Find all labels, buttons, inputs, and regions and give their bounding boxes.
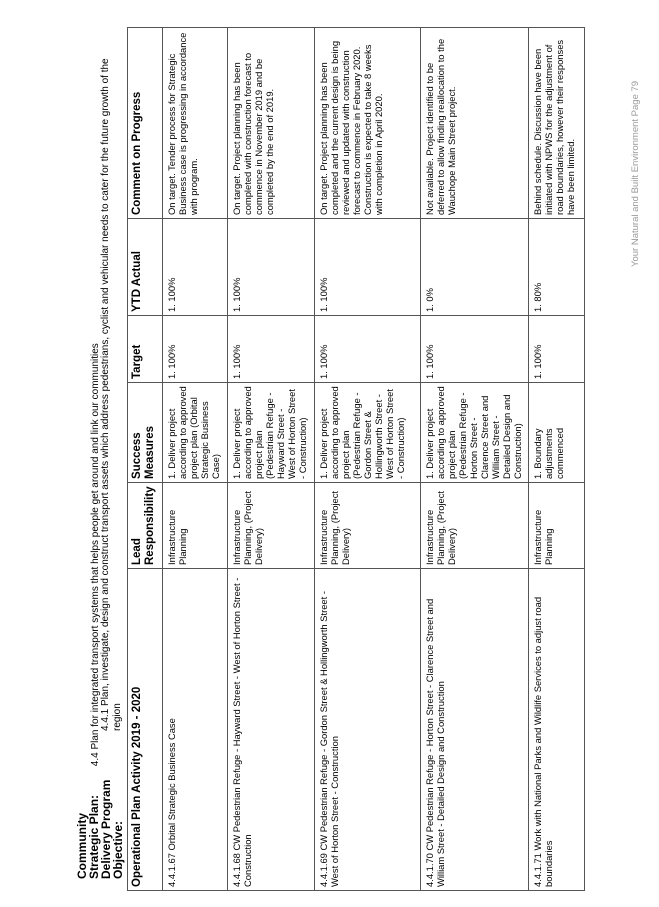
cell-activity: 4.4.1.67 Orbital Strategic Business Case	[163, 569, 228, 891]
cell-lead: Infrastructure Planning, (Project Delivery)	[421, 483, 529, 569]
cell-lead: Infrastructure Planning, (Project Delivery)	[315, 483, 421, 569]
delivery-program-objective-label: Delivery Program Objective:	[99, 779, 125, 879]
cell-lead: Infrastructure Planning, (Project Delivery)	[228, 483, 315, 569]
column-header-target: Target	[128, 316, 163, 383]
cell-activity: 4.4.1.68 CW Pedestrian Refuge - Hayward Street - West of Horton Street - Construction	[228, 569, 315, 891]
column-header-ytd: YTD Actual	[128, 219, 163, 316]
cell-comment: On target. Project planning has been completed and the current design is being reviewed and updated with construction forecast to commence in February 2020. Construction is expected to take 8 weeks with completion in April 2020.	[315, 28, 421, 219]
column-header-activity: Operational Plan Activity 2019 - 2020	[128, 569, 163, 891]
cell-activity: 4.4.1.70 CW Pedestrian Refuge - Horton Street - Clarence Street and William Street - Detailed Design and Construction	[421, 569, 529, 891]
cell-comment: Not available. Project identified to be deferred to allow finding reallocation to the Wauchope Main Street project.	[421, 28, 529, 219]
cell-target: 1. 100%	[421, 316, 529, 383]
table-row	[529, 28, 585, 891]
cell-measures: 1. Deliver project according to approved project plan (Orbital Strategic Business Case)	[163, 383, 228, 483]
cell-measures: 1. Deliver project according to approved project plan (Pedestrian Refuge - Hayward Street - West of Horton Street - Construction)	[228, 383, 315, 483]
cell-comment: On target. Tender process for Strategic Business case is progressing in accordance with program.	[163, 28, 228, 219]
cell-target: 1. 100%	[228, 316, 315, 383]
community-strategic-plan-line	[76, 30, 102, 879]
column-header-lead: Lead Responsibility	[128, 483, 163, 569]
cell-target: 1. 100%	[315, 316, 421, 383]
community-strategic-plan-value: 4.4 Plan for integrated transport systems that helps people get around and link our communities	[90, 343, 101, 767]
cell-ytd: 1. 100%	[228, 219, 315, 316]
cell-measures: 1. Boundary adjustments commenced	[529, 383, 585, 483]
table-row	[421, 28, 529, 891]
cell-target: 1. 100%	[163, 316, 228, 383]
table-row	[228, 28, 315, 891]
delivery-program-objective-line	[100, 30, 124, 879]
column-header-comment: Comment on Progress	[128, 28, 163, 219]
cell-ytd: 1. 100%	[163, 219, 228, 316]
cell-lead: Infrastructure Planning	[529, 483, 585, 569]
operational-plan-table	[127, 27, 585, 891]
cell-comment: Behind schedule. Discussion have been initiated with NPWS for the adjustment of road boundaries, however their responses have been limited.	[529, 28, 585, 219]
cell-ytd: 1. 100%	[315, 219, 421, 316]
cell-measures: 1. Deliver project according to approved project plan (Pedestrian Refuge - Gordon Street & Hollingworth Street - West of Horton Street - Construction)	[315, 383, 421, 483]
cell-lead: Infrastructure Planning	[163, 483, 228, 569]
cell-target: 1. 100%	[529, 316, 585, 383]
cell-ytd: 1. 0%	[421, 219, 529, 316]
cell-measures: 1. Deliver project according to approved project plan (Pedestrian Refuge - Horton Street - Clarence Street and William Street - Detailed Design and Construction)	[421, 383, 529, 483]
delivery-program-objective-value: 4.4.1 Plan, investigate, design and construct transport assets which address pedestrians, cyclist and vehicular needs to cater for the future growth of the region	[100, 58, 123, 731]
cell-ytd: 1. 80%	[529, 219, 585, 316]
table-row	[315, 28, 421, 891]
cell-activity: 4.4.1.69 CW Pedestrian Refuge - Gordon Street & Hollingworth Street - West of Horton Street - Construction	[315, 569, 421, 891]
cell-comment: On target. Project planning has been completed with construction forecast to commence in November 2019 and be completed by the end of 2019.	[228, 28, 315, 219]
community-strategic-plan-label: Community Strategic Plan:	[75, 794, 101, 879]
column-header-measures: Success Measures	[128, 383, 163, 483]
page-footer: Your Natural and Built Environment Page 79	[630, 80, 641, 267]
table-header-row	[128, 28, 163, 891]
table-row	[163, 28, 228, 891]
cell-activity: 4.4.1.71 Work with National Parks and Wildlife Services to adjust road boundaries	[529, 569, 585, 891]
